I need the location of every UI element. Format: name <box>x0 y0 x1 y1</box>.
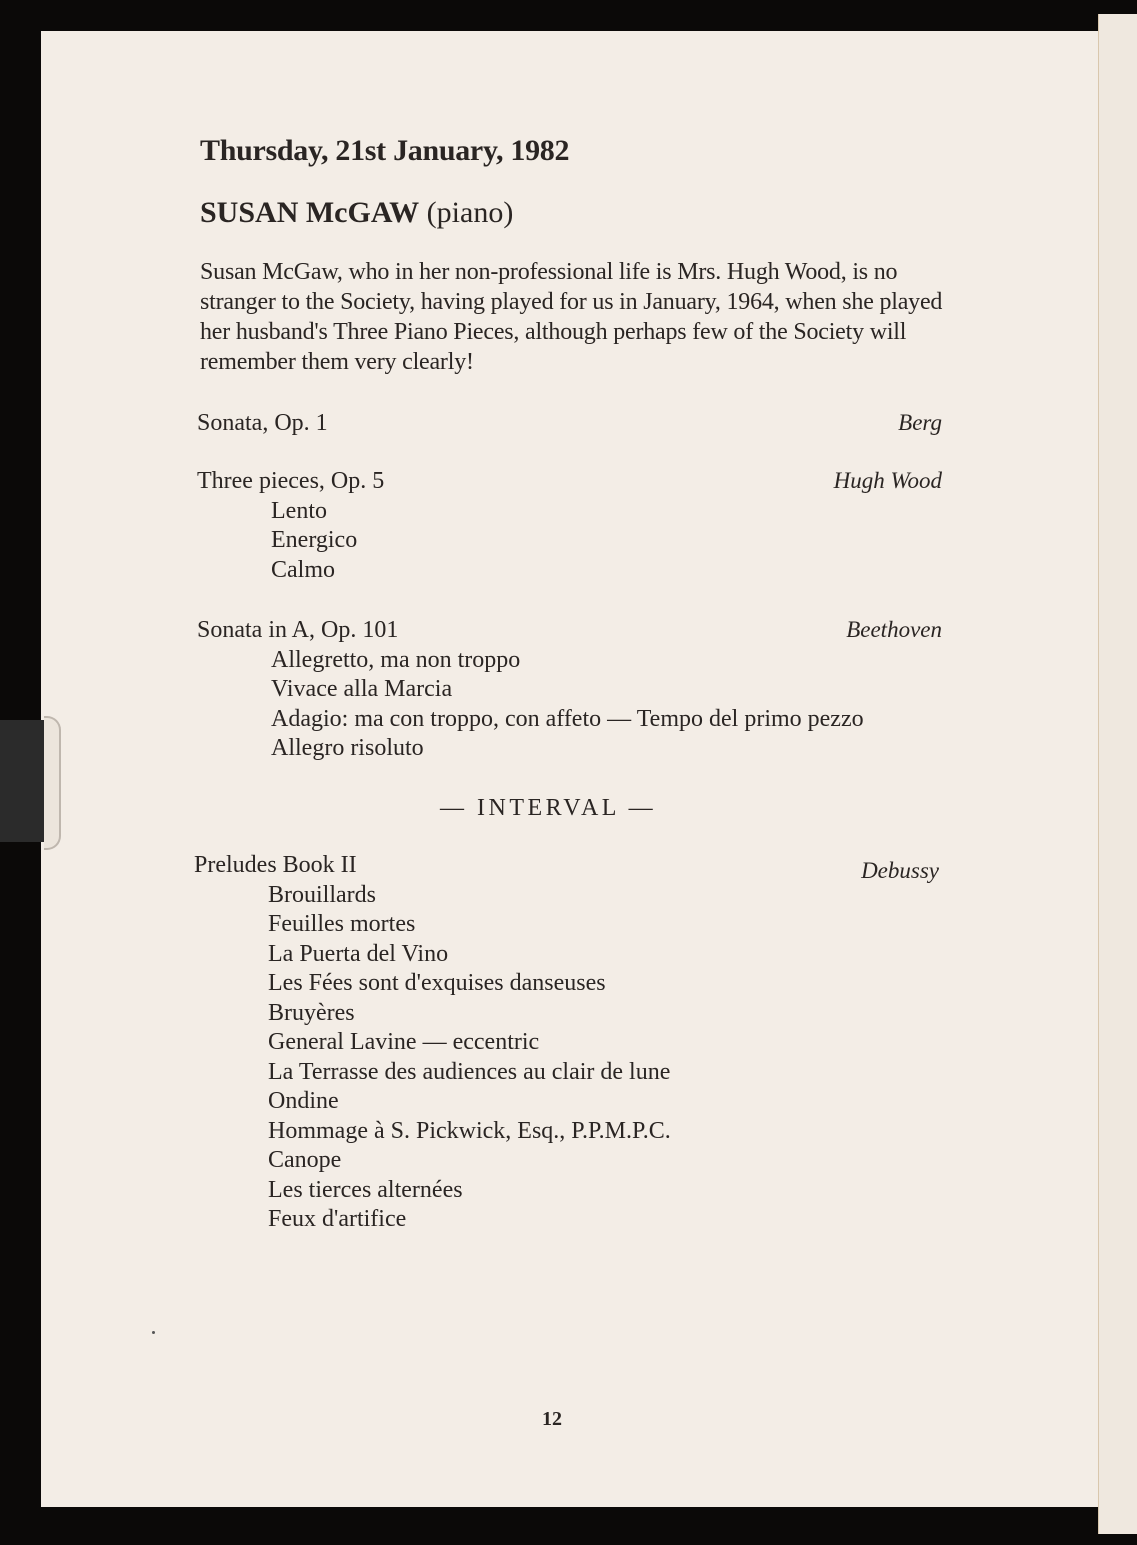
movement: Vivace alla Marcia <box>271 676 453 702</box>
work-title: Three pieces, Op. 5 <box>197 468 385 494</box>
work-title: Sonata in A, Op. 101 <box>197 617 399 643</box>
programme-item <box>197 466 942 585</box>
concert-date: Thursday, 21st January, 1982 <box>200 134 570 167</box>
movement: Ondine <box>268 1088 339 1114</box>
movement: La Terrasse des audiences au clair de lune <box>268 1058 671 1085</box>
movement: Adagio: ma con troppo, con affeto — Tempo del primo pezzo <box>271 705 864 732</box>
movement: Les tierces alternées <box>268 1176 463 1203</box>
movement: Allegretto, ma non troppo <box>271 646 521 673</box>
performer-heading <box>200 196 513 230</box>
programme-item <box>194 850 939 1235</box>
work-title: Sonata, Op. 1 <box>197 410 328 436</box>
composer: Beethoven <box>846 617 942 642</box>
movement: Feux d'artifice <box>268 1206 407 1232</box>
work-title: Preludes Book II <box>194 852 357 878</box>
movement: Hommage à S. Pickwick, Esq., P.P.M.P.C. <box>268 1117 671 1144</box>
movement: Canope <box>268 1147 342 1173</box>
movement: Energico <box>271 527 358 553</box>
composer: Debussy <box>861 858 939 883</box>
movement: General Lavine — eccentric <box>268 1029 540 1055</box>
movement: Les Fées sont d'exquises danseuses <box>268 970 606 996</box>
performer-bio: Susan McGaw, who in her non-professional life is Mrs. Hugh Wood, is no stranger to the Society, having played for us in January, 1964, when she played her husband's Three Piano Pieces, although perhaps few of the Society will remember them very clearly! <box>200 259 943 375</box>
programme-item <box>197 615 942 764</box>
movement: Lento <box>271 497 327 524</box>
programme-item <box>197 408 942 439</box>
performer-instrument: (piano) <box>426 196 514 229</box>
movement: Brouillards <box>268 881 376 908</box>
composer: Hugh Wood <box>833 468 942 493</box>
interval-marker: — INTERVAL — <box>440 795 657 821</box>
paper-speck <box>152 1331 155 1334</box>
performer-name: SUSAN McGAW <box>200 196 420 229</box>
page-number: 12 <box>542 1408 562 1430</box>
movement: Allegro risoluto <box>271 735 424 761</box>
movement: La Puerta del Vino <box>268 940 449 967</box>
movement: Calmo <box>271 556 335 583</box>
composer: Berg <box>898 410 942 435</box>
movement: Feuilles mortes <box>268 911 416 937</box>
movement: Bruyères <box>268 999 355 1026</box>
